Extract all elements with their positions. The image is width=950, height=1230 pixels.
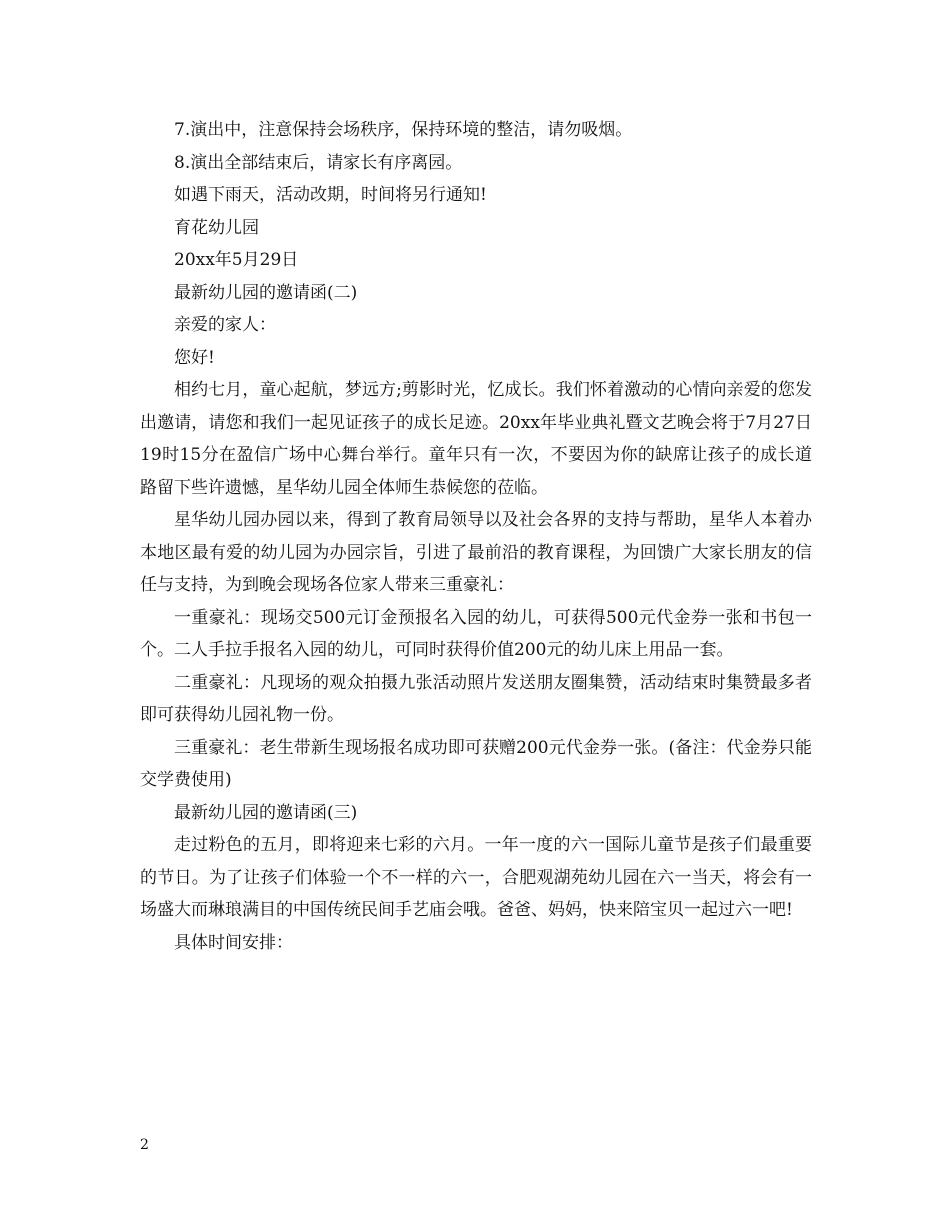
greeting: 您好!: [174, 347, 215, 368]
paragraph: 星华幼儿园办园以来，得到了教育局领导以及社会各界的支持与帮助，星华人本着办本地区最有爱的幼儿园为办园宗旨，引进了最前沿的教育课程，为回馈广大家长朋友的信任与支持，为到晚会现场各位家人带来三重豪礼：: [140, 510, 812, 595]
signature-date: 20xx年5月29日: [174, 250, 299, 270]
paragraph: 三重豪礼：老生带新生现场报名成功即可获赠200元代金券一张。(备注：代金券只能交学费使用): [140, 737, 812, 790]
signature-organization: 育花幼儿园: [174, 217, 259, 238]
paragraph: 一重豪礼：现场交500元订金预报名入园的幼儿，可获得500元代金券一张和书包一个。二人手拉手报名入园的幼儿，可同时获得价值200元的幼儿床上用品一套。: [140, 607, 812, 660]
section-heading: 最新幼儿园的邀请函(二): [174, 282, 358, 303]
document-body: [140, 114, 812, 959]
salutation: 亲爱的家人：: [174, 315, 276, 335]
paragraph: 走过粉色的五月，即将迎来七彩的六月。一年一度的六一国际儿童节是孩子们最重要的节日。为了让孩子们体验一个不一样的六一，合肥观湖苑幼儿园在六一当天，将会有一场盛大而琳琅满目的中国传统民间手艺庙会哦。爸爸、妈妈，快来陪宝贝一起过六一吧!: [140, 835, 812, 920]
paragraph: 具体时间安排：: [174, 932, 293, 953]
section-heading: 最新幼儿园的邀请函(三): [174, 802, 358, 823]
paragraph: 7.演出中，注意保持会场秩序，保持环境的整洁，请勿吸烟。: [174, 120, 633, 140]
paragraph: 相约七月，童心起航，梦远方;剪影时光，忆成长。我们怀着激动的心情向亲爱的您发出邀请，请您和我们一起见证孩子的成长足迹。20xx年毕业典礼暨文艺晚会将于7月27日19时15分在盈信广场中心舞台举行。童年只有一次，不要因为你的缺席让孩子的成长道路留下些许遗憾，星华幼儿园全体师生恭候您的莅临。: [140, 380, 812, 498]
paragraph: 如遇下雨天，活动改期，时间将另行通知!: [174, 185, 487, 205]
paragraph: 二重豪礼：凡现场的观众拍摄九张活动照片发送朋友圈集赞，活动结束时集赞最多者即可获得幼儿园礼物一份。: [140, 672, 812, 725]
page-number: 2: [140, 1137, 149, 1153]
paragraph: 8.演出全部结束后，请家长有序离园。: [174, 152, 463, 173]
